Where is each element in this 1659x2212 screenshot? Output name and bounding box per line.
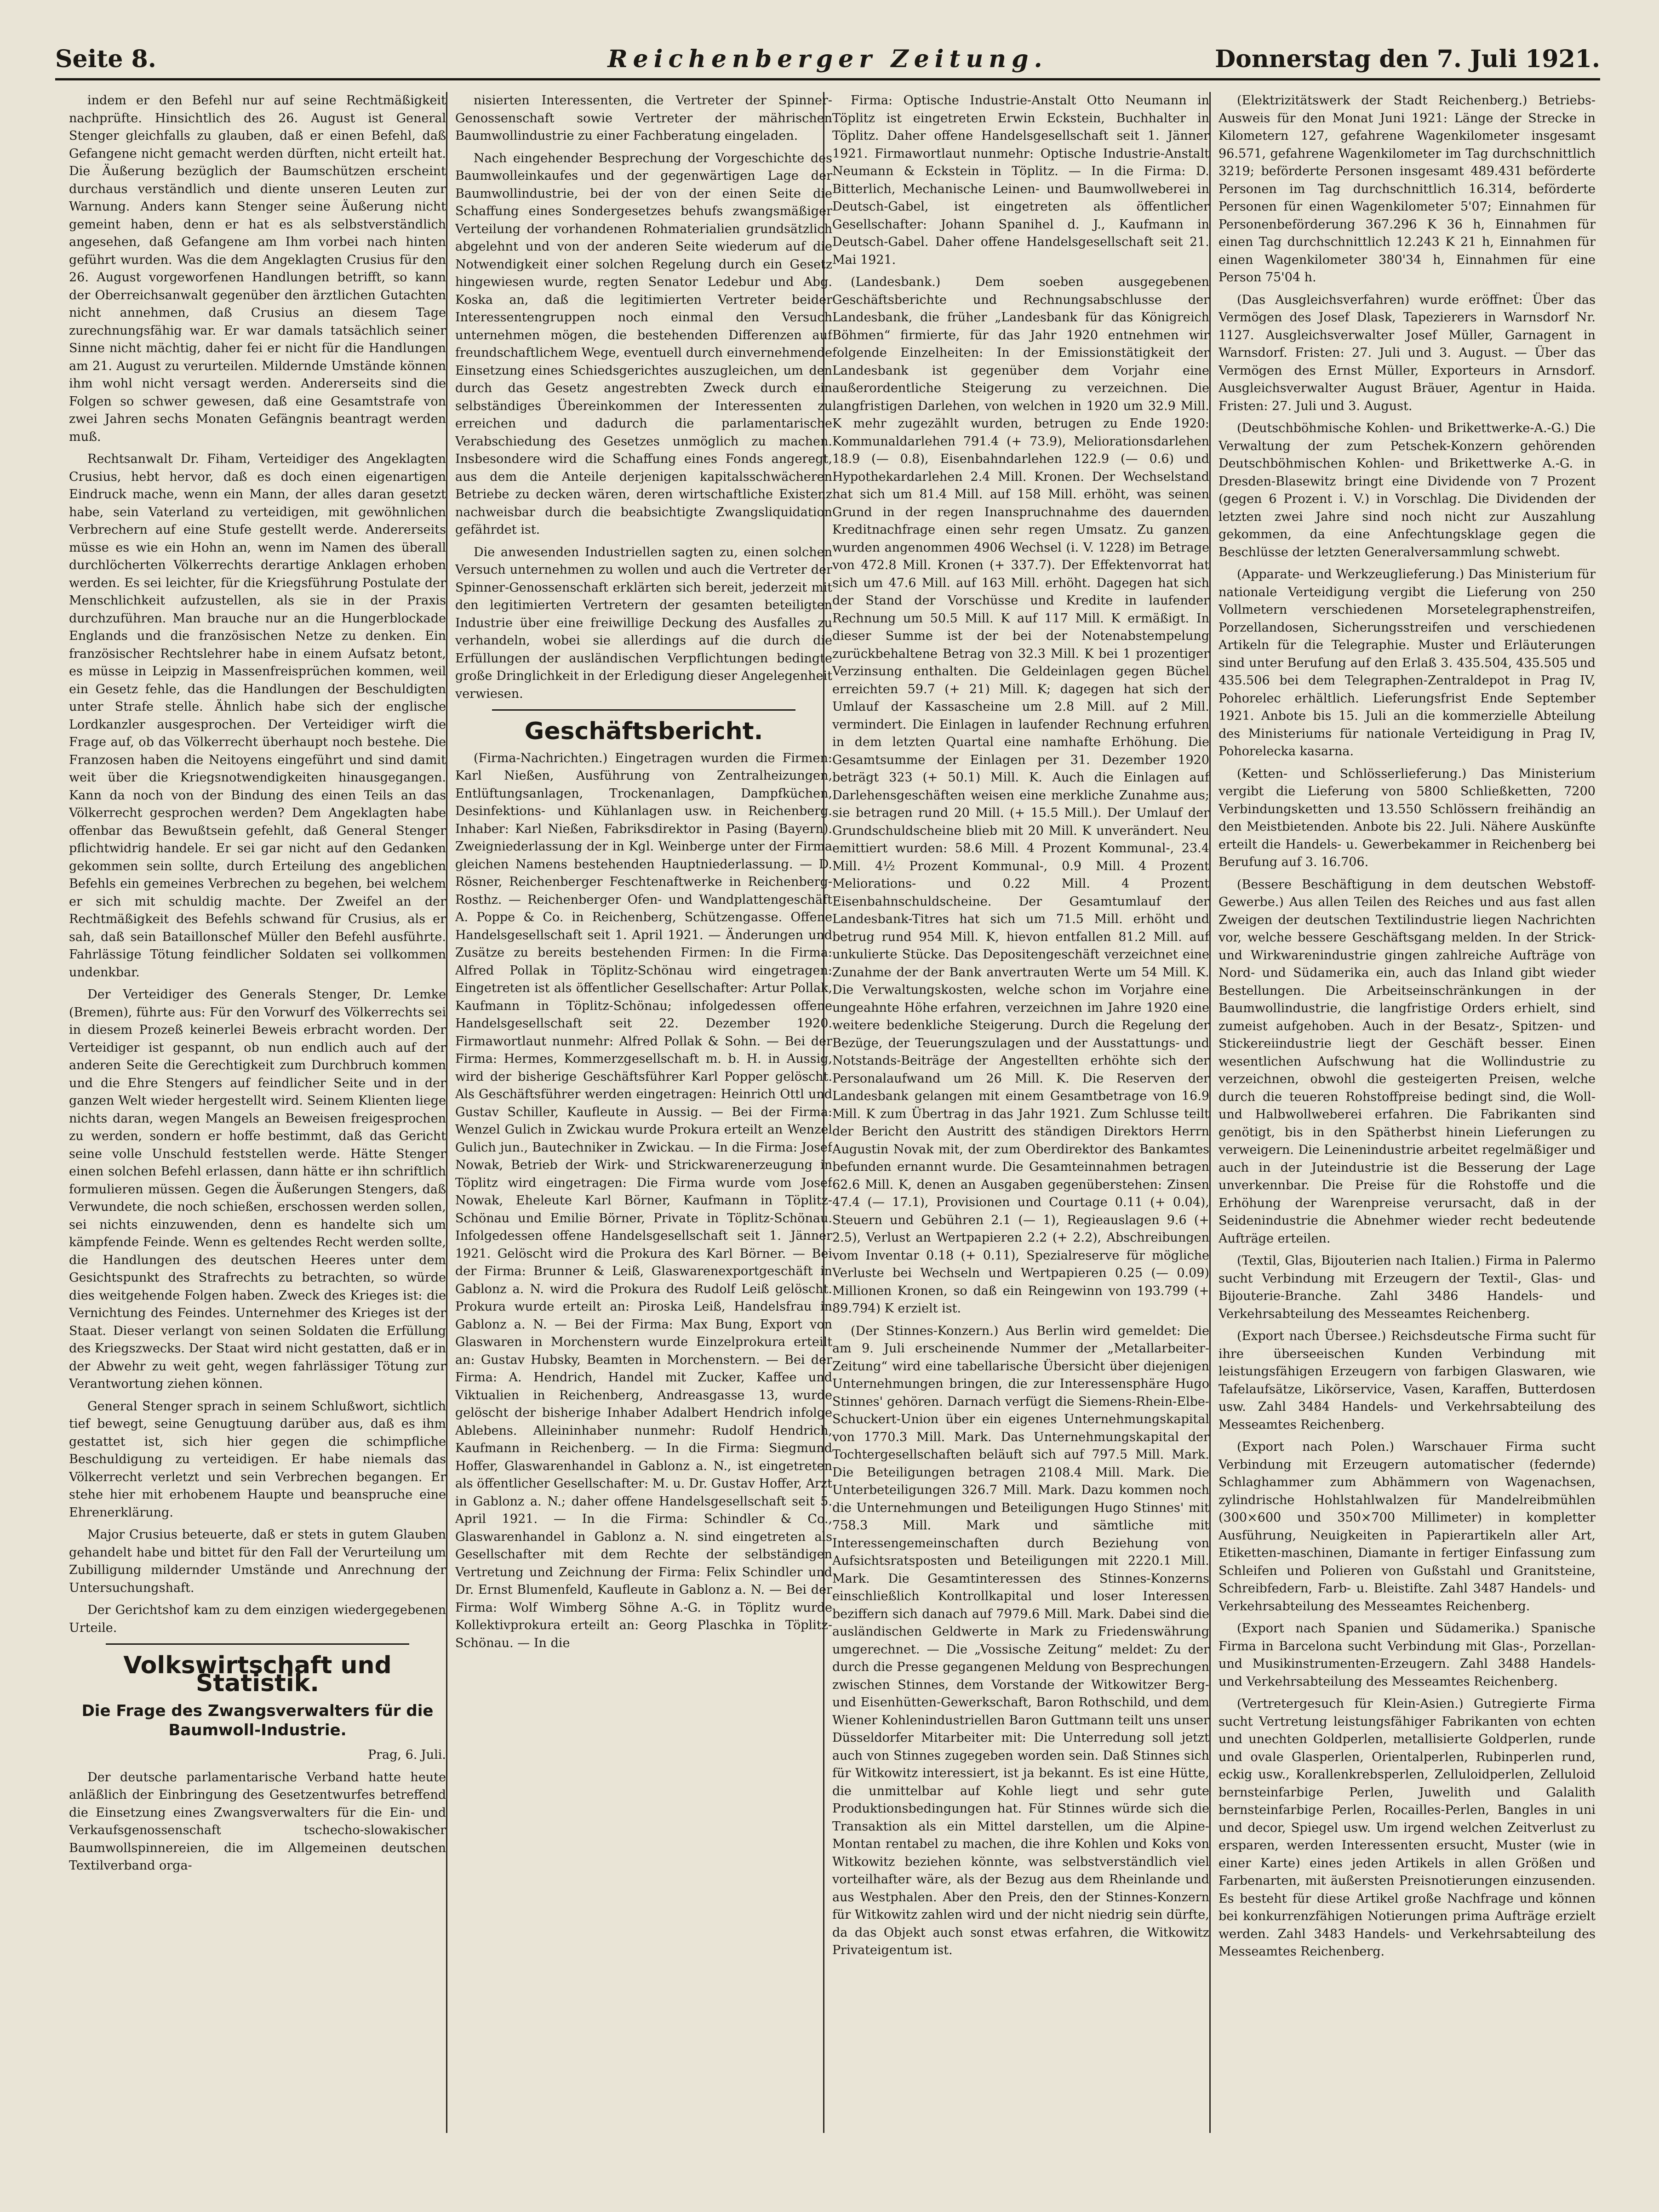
article-paragraph: (Bessere Beschäftigung in dem deutschen Webstoff-Gewerbe.) Aus allen Teilen des Reiches und aus fast allen Zweigen der deutschen Textilindustrie liegen Nachrichten vor, welche bessere Geschäftsgang melden. In der Strick- und Wirkwarenindustrie gingen zahlreiche Aufträge von Nord- und Südamerika ein, auch das Inland gibt wieder Bestellungen. Die Arbeitseinschränkungen in der Baumwollindustrie, die langfristige Orders erhielt, sind zumeist aufgehoben. Auch in der Besatz-, Spitzen- und Stickereiindustrie liegt der Geschäft besser. Einen wesentlichen Aufschwung hat die Wollindustrie zu verzeichnen, obwohl die gesteigerten Preisen, welche durch die teueren Rohstoffpreise bedingt sind, die Woll- und Halbwollweberei erfahren. Die Fabrikanten sind genötigt, bis in den Spätherbst hinein Lieferungen zu verweigern. Die Leinenindustrie arbeitet regelmäßiger und auch in der Juteindustrie ist die Besserung der Lage unverkennbar. Die Preise für die Rohstoffe und die Erhöhung der Warenpreise verursacht, daß in der Seidenindustrie die Abnehmer wieder recht bedeutende Aufträge erteilen. [1219,877,1596,1246]
column-3 [832,92,1209,2133]
article-paragraph: (Deutschböhmische Kohlen- und Brikettwerke-A.-G.) Die Verwaltung der zum Petschek-Konzern gehörenden Deutschböhmischen Kohlen- und Brikettwerke A.-G. in Dresden-Blasewitz bringt eine Dividende von 7 Prozent (gegen 6 Prozent i. V.) in Vorschlag. Die Dividenden der letzten zwei Jahre sind noch nicht zur Auszahlung gekommen, da eine Anfechtungsklage gegen die Beschlüsse der letzten Generalversammlung schwebt. [1219,421,1596,559]
article-headline: Die Frage des Zwangsverwalters für die Baumwoll-Industrie. [81,1702,434,1739]
article-paragraph: (Export nach Spanien und Südamerika.) Spanische Firma in Barcelona sucht Verbindung mit Glas-, Porzellan- und Musikinstrumenten-Erzeugern. Zahl 3488 Handels- und Verkehrsabteilung des Messeamtes Reichenberg. [1219,1621,1596,1689]
page-number: Seite 8. [55,45,156,73]
page-header [55,41,1600,80]
section-heading: Geschäftsbericht. [524,718,763,745]
article-paragraph: (Das Ausgleichsverfahren) wurde eröffnet: Über das Vermögen des Josef Dlask, Tapezierers in Warnsdorf Nr. 1127. Ausgleichsverwalter Josef Müller, Garnagent in Warnsdorf. Fristen: 27. Juli und 3. August. — Über das Vermögen des Ernst Müller, Exporteurs in Arnsdorf. Ausgleichsverwalter August Bräuer, Agentur in Haida. Fristen: 27. Juli und 3. August. [1219,292,1596,413]
article-paragraph: (Apparate- und Werkzeuglieferung.) Das Ministerium für nationale Verteidigung vergibt die Lieferung von 250 Vollmetern verschiedenen Morsetelegraphenstreifen, Porzellandosen, Sicherungsstreifen und verschiedenen Artikeln für die Telegraphie. Muster und Erläuterungen sind unter Berufung auf den Erlaß 3. 435.504, 435.505 und 435.506 bei dem Telegraphen-Zentraldepot in Prag IV, Pohorelec erhältlich. Lieferungsfrist Ende September 1921. Anbote bis 15. Juli an die kommerzielle Abteilung des Ministeriums für nationale Verteidigung in Prag IV, Pohorelecka kasarna. [1219,567,1596,758]
issue-date: Donnerstag den 7. Juli 1921. [1215,45,1600,73]
newspaper-title: Reichenberger Zeitung. [607,45,1048,73]
section-divider [492,709,795,711]
article-paragraph: Der Gerichtshof kam zu dem einzigen wiedergegebenen Urteile. [69,1603,446,1635]
article-paragraph: indem er den Befehl nur auf seine Rechtmäßigkeit nachprüfte. Hinsichtlich des 26. August ist General Stenger gleichfalls zu glauben, daß er einen Befehl, daß Gefangene nicht gemacht werden dürften, nicht erteilt hat. Die Äußerung bezüglich der Baumschützen erscheint durchaus verständlich und diente unseren Leuten zur Warnung. Anders kann Stenger seine Äußerung nicht gemeint haben, denn er hat es als selbstverständlich angesehen, daß Gefangene am Ihm vorbei nach hinten geführt wurden. Was die dem Angeklagten Crusius für den 26. August vorgeworfenen Handlungen betrifft, so kann der Oberreichsanwalt gegenüber den ärztlichen Gutachten nicht annehmen, daß Crusius an diesem Tage zurechnungsfähig war. Er war damals tatsächlich seiner Sinne nicht mächtig, daher fei er nicht für die Handlungen am 21. August zu verurteilen. Mildernde Umstände können ihm wohl nicht versagt werden. Andererseits sind die Folgen so schwer gewesen, daß eine Gesamtstrafe von zwei Jahren sechs Monaten Gefängnis beantragt werden muß. [69,93,446,444]
article-paragraph: nisierten Interessenten, die Vertreter der Spinner-Genossenschaft sowie Vertreter der mährischen Baumwollindustrie zu einer Fachberatung eingeladen. [455,93,832,143]
article-paragraph: (Landesbank.) Dem soeben ausgegebenen Geschäftsberichte und Rechnungsabschlusse der Landesbank, die früher „Landesbank für das Königreich Böhmen“ firmierte, für das Jahr 1920 entnehmen wir folgende Einzelheiten: In der Emissionstätigkeit der Landesbank ist gegenüber dem Vorjahr eine außerordentliche Steigerung zu verzeichnen. Die langfristigen Darlehen, von welchen in 1920 um 32.9 Mill. K mehr zugezählt wurden, betrugen zu Ende 1920: Kommunaldarlehen 791.4 (+ 73.9), Meliorationsdarlehen 18.9 (— 0.8), Eisenbahndarlehen 122.9 (— 0.6) und Hypothekardarlehen 2.4 Mill. Kronen. Der Wechselstand hat sich um 81.4 Mill. auf 158 Mill. erhöht, was seinen Grund in der regen Inanspruchnahme des dauernden Kreditnachfrage einen sehr regen Umsatz. Zu ganzen wurden angenommen 4906 Wechsel (i. V. 1228) im Betrage von 472.8 Mill. Kronen (+ 337.7). Der Effektenvorrat hat sich um 47.6 Mill. auf 163 Mill. erhöht. Dagegen hat sich der Stand der Vorschüsse und Kredite in laufender Rechnung um 50.5 Mill. K auf 117 Mill. K ermäßigt. In dieser Summe ist der bei der Notenabstempelung zurückbehaltene Betrag von 32.3 Mill. K bei 1 prozentiger Verzinsung enthalten. Die Geldeinlagen gegen Büchel erreichten 59.7 (+ 21) Mill. K; dagegen hat sich der Umlauf der Kassascheine um 2.8 Mill. auf 2 Mill. vermindert. Die Einlagen in laufender Rechnung erfuhren in dem letzten Quartal eine namhafte Erhöhung. Die Gesamtsumme der Einlagen per 31. Dezember 1920 beträgt 323 (+ 50.1) Mill. K. Auch die Einlagen auf Darlehensgeschäften weisen eine merkliche Zunahme aus; sie betragen rund 20 Mill. (+ 15.5 Mill.). Der Umlauf der Grundschuldscheine blieb mit 20 Mill. K unverändert. Neu emittiert wurden: 58.6 Mill. 4 Prozent Kommunal-, 23.4 Mill. 4½ Prozent Kommunal-, 0.9 Mill. 4 Prozent Meliorations- und 0.22 Mill. 4 Prozent Eisenbahnschuldscheine. Der Gesamtumlauf der Landesbank-Titres hat sich um 71.5 Mill. erhöht und betrug rund 954 Mill. K, hievon entfallen 81.2 Mill. auf unkulierte Stücke. Das Depositengeschäft verzeichnet eine Zunahme der der Bank anvertrauten Werte um 54 Mill. K. Die Verwaltungskosten, welche schon im Vorjahre eine ungeahnte Höhe erfahren, verzeichnen im Jahre 1920 eine weitere bedenkliche Steigerung. Durch die Regelung der Bezüge, der Teuerungszulagen und der Ausstattungs- und Notstands-Beiträge der Angestellten erhöhte sich der Personalaufwand um 26 Mill. K. Die Reserven der Landesbank gelangen mit einem Gesamtbetrage von 16.9 Mill. K zum Übertrag in das Jahr 1921. Zum Schlusse teilt der Bericht den Austritt des ständigen Direktors Herrn Augustin Novak mit, der zum Oberdirektor des Bankamtes befunden ernannt wurde. Die Gesamteinnahmen betragen 62.6 Mill. K, denen an Ausgaben gegenüberstehen: Zinsen 47.4 (— 17.1), Provisionen und Courtage 0.11 (+ 0.04), Steuern und Gebühren 2.1 (— 1), Regieauslagen 9.6 (+ 2.5), Verlust an Wertpapieren 2.2 (+ 2.2), Abschreibungen vom Inventar 0.18 (+ 0.11), Spezialreserve für mögliche Verluste bei Wechseln und Wertpapieren 0.25 (— 0.09) Millionen Kronen, so daß ein Reingewinn von 193.799 (+ 89.794) K erzielt ist. [832,275,1209,1316]
column-rule [446,92,447,2133]
column-4 [1219,92,1596,2133]
column-2 [455,92,832,2133]
section-heading: Volkswirtschaft und Statistik. [123,1652,392,1697]
article-paragraph: (Der Stinnes-Konzern.) Aus Berlin wird gemeldet: Die am 9. Juli erscheinende Nummer der „Metallarbeiter-Zeitung“ wird eine tabellarische Übersicht über diejenigen Unternehmungen bringen, die zur Interessensphäre Hugo Stinnes' gehören. Darnach verfügt die Siemens-Rhein-Elbe-Schuckert-Union über ein eigenes Unternehmungskapital von 1770.3 Mill. Mark. Das Unternehmungskapital der Tochtergesellschaften beläuft sich auf 797.5 Mill. Mark. Die Beteiligungen betragen 2108.4 Mill. Mark. Die Unterbeteiligungen 326.7 Mill. Mark. Dazu kommen noch die Unternehmungen und Beteiligungen Hugo Stinnes' mit 758.3 Mill. Mark und sämtliche mit Interessengemeinschaften durch Beziehung von Aufsichtsratsposten und Beteiligungen mit 2220.1 Mill. Mark. Die Gesamtinteressen des Stinnes-Konzerns einschließlich Kontrollkapital und loser Interessen beziffern sich danach auf 7979.6 Mill. Mark. Dabei sind die ausländischen Geldwerte in Mark zu Friedenswährung umgerechnet. — Die „Vossische Zeitung“ meldet: Zu der durch die Presse gegangenen Meldung von Besprechungen zwischen Stinnes, dem Vorstande der Witkowitzer Berg- und Eisenhütten-Gewerkschaft, Baron Rothschild, und dem Wiener Kohlenindustriellen Baron Guttmann teilt uns unser Düsseldorfer Mitarbeiter mit: Die Unterredung soll jetzt auch von Stinnes zugegeben worden sein. Daß Stinnes sich für Witkowitz interessiert, ist ja bekannt. Es ist eine Hütte, die unmittelbar auf Kohle liegt und sehr gute Produktionsbedingungen hat. Für Stinnes würde sich die Transaktion als ein Mittel darstellen, um die Alpine-Montan rentabel zu machen, die ihre Kohlen und Koks von Witkowitz beziehen könnte, was selbstverständlich viel vorteilhafter wäre, als der Bezug aus dem Rheinlande und aus Westphalen. Aber den Preis, den der Stinnes-Konzern für Witkowitz zahlen wird und der nicht niedrig sein dürfte, da das Objekt auch sonst etwas erfahren, die Witkowitz Privateigentum ist. [832,1323,1209,1957]
article-paragraph: (Export nach Übersee.) Reichsdeutsche Firma sucht für ihre überseeischen Kunden Verbindung mit leistungsfähigen Erzeugern von farbigen Glaswaren, wie Tafelaufsätze, Likörservice, Vasen, Karaffen, Butterdosen usw. Zahl 3484 Handels- und Verkehrsabteilung des Messeamtes Reichenberg. [1219,1329,1596,1432]
article-paragraph: General Stenger sprach in seinem Schlußwort, sichtlich tief bewegt, seine Genugtuung darüber aus, daß es ihm gestattet ist, sich hier gegen die schimpfliche Beschuldigung zu verteidigen. Er habe niemals das Völkerrecht verletzt und sein Verbrechen begangen. Er stehe hier mit erhobenem Haupte und beanspruche eine Ehrenerklärung. [69,1399,446,1520]
article-paragraph: (Firma-Nachrichten.) Eingetragen wurden die Firmen: Karl Nießen, Ausführung von Zentralheizungen, Entlüftungsanlagen, Trockenanlagen, Dampfküchen, Desinfektions- und Kühlanlagen usw. in Reichenberg. Inhaber: Karl Nießen, Fabriksdirektor in Pasing (Bayern). Zweigniederlassung der in Kgl. Weinberge unter der Firma gleichen Namens bestehenden Hauptniederlassung. — D. Rösner, Reichenberger Feschtenaftwerke in Reichenberg-Rosthz. — Reichenberger Ofen- und Wandplattengeschäft A. Poppe & Co. in Reichenberg, Schützengasse. Offene Handelsgesellschaft seit 1. April 1921. — Änderungen und Zusätze zu bereits bestehenden Firmen: In die Firma: Alfred Pollak in Töplitz-Schönau wird eingetragen: Eingetreten ist als öffentlicher Gesellschafter: Artur Pollak, Kaufmann in Töplitz-Schönau; infolgedessen offene Handelsgesellschaft seit 22. Dezember 1920. Firmawortlaut nunmehr: Alfred Pollak & Sohn. — Bei der Firma: Hermes, Kommerzgesellschaft m. b. H. in Aussig, wird der bisherige Geschäftsführer Karl Popper gelöscht. Als Geschäftsführer werden eingetragen: Heinrich Ottl und Gustav Schiller, Kaufleute in Aussig. — Bei der Firma: Wenzel Gulich in Zwickau wurde Prokura erteilt an Wenzel Gulich jun., Bautechniker in Zwickau. — In die Firma: Josef Nowak, Betrieb der Wirk- und Strickwarenerzeugung in Töplitz wird eingetragen: Die Firma wurde vom Josef Nowak, Eheleute Karl Börner, Kaufmann in Töplitz-Schönau und Emilie Börner, Private in Töplitz-Schönau. Infolgedessen offene Handelsgesellschaft seit 1. Jänner 1921. Gelöscht wird die Prokura des Karl Börner. — Bei der Firma: Brunner & Leiß, Glaswarenexportgeschäft in Gablonz a. N. wird die Prokura des Rudolf Leiß gelöscht. Prokura wurde erteilt an: Piroska Leiß, Handelsfrau in Gablonz a. N. — Bei der Firma: Max Bung, Export von Glaswaren in Morchenstern wurde Einzelprokura erteilt an: Gustav Hubsky, Beamten in Morchenstern. — Bei der Firma: A. Hendrich, Handel mit Zucker, Kaffee und Viktualien in Reichenberg, Andreasgasse 13, wurde gelöscht der bisherige Inhaber Adalbert Hendrich infolge Ablebens. Alleininhaber nunmehr: Rudolf Hendrich, Kaufmann in Reichenberg. — In die Firma: Siegmund Hoffer, Glaswarenhandel in Gablonz a. N., ist eingetreten als öffentlicher Gesellschafter: M. u. Dr. Gustav Hoffer, Arzt in Gablonz a. N.; daher offene Handelsgesellschaft seit 5. April 1921. — In die Firma: Schindler & Co., Glaswarenhandel in Gablonz a. N. sind eingetreten als Gesellschafter mit dem Rechte der selbständigen Vertretung und Zeichnung der Firma: Felix Schindler und Dr. Ernst Blumenfeld, Kaufleute in Gablonz a. N. — Bei der Firma: Wolf Wimberg Söhne A.-G. in Töplitz wurde Kollektivprokura erteilt an: Georg Plaschka in Töplitz-Schönau. — In die [455,751,832,1650]
article-paragraph: (Textil, Glas, Bijouterien nach Italien.) Firma in Palermo sucht Verbindung mit Erzeugern der Textil-, Glas- und Bijouterie-Branche. Zahl 3486 Handels- und Verkehrsabteilung des Messeamtes Reichenberg. [1219,1254,1596,1321]
dateline: Prag, 6. Juli. [367,1748,446,1762]
article-paragraph: (Vertretergesuch für Klein-Asien.) Gutregierte Firma sucht Vertretung leistungsfähiger Fabrikanten von echten und unechten Goldperlen, metallisierte Goldperlen, runde und ovale Glasperlen, Orientalperlen, Rubinperlen rund, eckig usw., Korallenkrebsperlen, Zelluloidperlen, Zelluloid bernsteinfarbige Perlen, Juwelith und Galalith bernsteinfarbige Perlen, Rocailles-Perlen, Bangles in uni und decor, Spiegel usw. Um irgend welchen Zeitverlust zu ersparen, werden Interessenten ersucht, Muster (wie in einer Karte) eines jeden Artikels in allen Größen und Farbenarten, mit äußersten Preisnotierungen einzusenden. Es besteht für diese Artikel große Nachfrage und können bei konkurrenzfähigen Notierungen prima Aufträge erzielt werden. Zahl 3483 Handels- und Verkehrsabteilung des Messeamtes Reichenberg. [1219,1697,1596,1959]
article-paragraph: Die anwesenden Industriellen sagten zu, einen solchen Versuch unternehmen zu wollen und auch die Vertreter der Spinner-Genossenschaft erklärten sich bereit, jederzeit mit den legitimierten Vertretern der gesamten beteiligten Industrie über eine freiwillige Deckung des Ausfalles zu verhandeln, wobei sie allerdings auf die durch die Erfüllungen der ausländischen Verpflichtungen bedingte große Dringlichkeit in der Erledigung dieser Angelegenheit verwiesen. [455,545,832,701]
article-paragraph: Nach eingehender Besprechung der Vorgeschichte des Baumwolleinkaufes und der gegenwärtigen Lage der Baumwollindustrie, bei der von der einen Seite die Schaffung eines Sondergesetzes behufs zwangsmäßiger Verteilung der vorhandenen Rohmaterialien grundsätzlich abgelehnt und von der anderen Seite wiederum auf die Notwendigkeit einer solchen Regelung durch ein Gesetz hingewiesen wurde, regten Senator Ledebur und Abg. Koska an, daß die legitimierten Vertreter beider Interessentengruppen noch einmal den Versuch unternehmen mögen, die bestehenden Differenzen auf freundschaftlichem Wege, eventuell durch einvernehmende Einsetzung eines Schiedsgerichtes auszugleichen, um den durch das Gesetz angestrebten Zweck durch ein selbständiges Übereinkommen der Interessenten zu erreichen und dadurch die parlamentarische Verabschiedung des Gesetzes unmöglich zu machen. Insbesondere wird die Schaffung eines Fonds angeregt, aus dem die Anteile derjenigen kapitalsschwächeren Betriebe zu decken wären, deren wirtschaftliche Existenz nachweisbar durch die beabsichtigte Zwangsliquidation gefährdet ist. [455,151,832,537]
section-divider [106,1643,409,1645]
article-paragraph: Rechtsanwalt Dr. Fiham, Verteidiger des Angeklagten Crusius, hebt hervor, daß es doch einen eigenartigen Eindruck mache, wenn ein Mann, der alles daran gesetzt habe, sein Vaterland zu verteidigen, mit gewöhnlichen Verbrechern auf eine Stufe gestellt werde. Andererseits müsse es wie ein Hohn an, wenn im Namen des überall durchlöcherten Völkerrechts derartige Anklagen erhoben werden. Es sei leichter, für die Kriegsführung Postulate der Menschlichkeit aufzustellen, als sie in der Praxis durchzuführen. Man brauche nur an die Hungerblockade Englands und die französischen Netze zu denken. Ein französischer Rechtslehrer habe in einem Aufsatz betont, es müsse in Leipzig in Massenfreisprüchen kommen, weil ein Gesetz fehle, das die Handlungen der Beschuldigten unter Strafe stelle. Ähnlich habe sich der englische Lordkanzler ausgesprochen. Der Verteidiger wirft die Frage auf, ob das Völkerrecht überhaupt noch bestehe. Die Franzosen haben die Neitoyens eingeführt und sind damit weit über die Kriegsnotwendigkeiten hinausgegangen. Kann da noch von der Bindung des einen Teils an das Völkerrecht gesprochen werden? Dem Angeklagten habe offenbar das Bewußtsein gefehlt, daß General Stenger pflichtwidrig handele. Er sei gar nicht auf den Gedanken gekommen sein sollte, durch Erteilung des angeblichen Befehls ein gemeines Verbrechen zu begehen, bei welchem er sich mit schuldig machte. Der Zweifel an der Rechtmäßigkeit des Befehls schwand für Crusius, als er sah, daß sein Bataillonschef Müller den Befehl ausführte. Fahrlässige Tötung feindlicher Soldaten sei vollkommen undenkbar. [69,452,446,980]
article-paragraph: Der deutsche parlamentarische Verband hatte heute anläßlich der Einbringung des Gesetzentwurfes betreffend die Einsetzung eines Zwangsverwalters für die Ein- und Verkaufsgenossenschaft tschecho-slowakischer Baumwollspinnereien, die im Allgemeinen deutschen Textilverband orga- [69,1770,446,1873]
article-paragraph: (Elektrizitätswerk der Stadt Reichenberg.) Betriebs-Ausweis für den Monat Juni 1921: Länge der Strecke in Kilometern 127, gefahrene Wagenkilometer insgesamt 96.571, gefahrene Wagenkilometer im Tag durchschnittlich 3219; beförderte Personen insgesamt 489.431 beförderte Personen im Tag durchschnittlich 16.314, beförderte Personen für einen Wagenkilometer 5'07; Einnahmen für Personenbeförderung 367.296 K 36 h, Einnahmen für einen Tag durchschnittlich 12.243 K 21 h, Einnahmen für einen Wagenkilometer 380'34 h, Einnahmen für eine Person 75'04 h. [1219,93,1596,285]
article-paragraph: Firma: Optische Industrie-Anstalt Otto Neumann in Töplitz ist eingetreten Erwin Eckstein, Buchhalter in Töplitz. Daher offene Handelsgesellschaft seit 1. Jänner 1921. Firmawortlaut nunmehr: Optische Industrie-Anstalt Neumann & Eckstein in Töplitz. — In die Firma: D. Bitterlich, Mechanische Leinen- und Baumwollweberei in Deutsch-Gabel, ist eingetreten als öffentlicher Gesellschafter: Johann Spanihel d. J., Kaufmann in Deutsch-Gabel. Daher offene Handelsgesellschaft seit 21. Mai 1921. [832,93,1209,267]
article-paragraph: (Ketten- und Schlösserlieferung.) Das Ministerium vergibt die Lieferung von 5800 Schließketten, 7200 Verbindungsketten und 13.550 Schlössern freihändig an den Meistbietenden. Anbote bis 22. Juli. Nähere Auskünfte erteilt die Handels- u. Gewerbekammer in Reichenberg bei Berufung auf 3. 16.706. [1219,766,1596,869]
column-rule [1209,92,1211,2133]
article-paragraph: Major Crusius beteuerte, daß er stets in gutem Glauben gehandelt habe und bittet für den Fall der Verurteilung um Zubilligung mildernder Umstände und Anrechnung der Untersuchungshaft. [69,1528,446,1595]
article-paragraph: Der Verteidiger des Generals Stenger, Dr. Lemke (Bremen), führte aus: Für den Vorwurf des Völkerrechts sei in diesem Prozeß keinerlei Beweis erbracht worden. Der Verteidiger ist gespannt, ob nun endlich auch auf der anderen Seite die Gerechtigkeit zum Durchbruch kommen und die Ehre Stengers auf feindlicher Seite und in der ganzen Welt wieder hergestellt wird. Seinem Klienten liege nichts daran, wegen Mangels an Beweisen freigesprochen zu werden, sondern er hoffe bestimmt, daß das Gericht seine volle Unschuld feststellen werde. Hätte Stenger einen solchen Befehl erlassen, dann hätte er ihn schriftlich formulieren müssen. Gegen die Äußerungen Stengers, daß Verwundete, die noch schießen, erschossen werden sollen, sei nichts einzuwenden, denn es handelte sich um kämpfende Feinde. Wenn es geltendes Recht werden sollte, die Handlungen des deutschen Heeres unter dem Gesichtspunkt des Strafrechts zu betrachten, so würde dies weitgehende Folgen haben. Zweck des Krieges ist: die Vernichtung des Feindes. Unternehmer des Krieges ist der Staat. Dieser verlangt von seinen Soldaten die Erfüllung des Kriegszwecks. Der Staat wird nicht gestatten, daß er in der Abwehr zu weit geht, wegen fahrlässiger Tötung zur Verantwortung ziehen können. [69,987,446,1391]
column-1 [69,92,446,2133]
article-paragraph: (Export nach Polen.) Warschauer Firma sucht Verbindung mit Erzeugern automatischer (federnde) Schlaghammer zum Abhämmern von Wagenachsen, zylindrische Hohlstahlwalzen für Mandelreibmühlen (300×600 und 350×700 Millimeter) in kompletter Ausführung, Neuigkeiten in Papierartikeln aller Art, Etiketten-maschinen, Diamante in fertiger Einfassung zum Schleifen und Polieren von Gußstahl und Granitsteine, Schreibfedern, Farb- u. Bleistifte. Zahl 3487 Handels- und Verkehrsabteilung des Messeamtes Reichenberg. [1219,1440,1596,1613]
